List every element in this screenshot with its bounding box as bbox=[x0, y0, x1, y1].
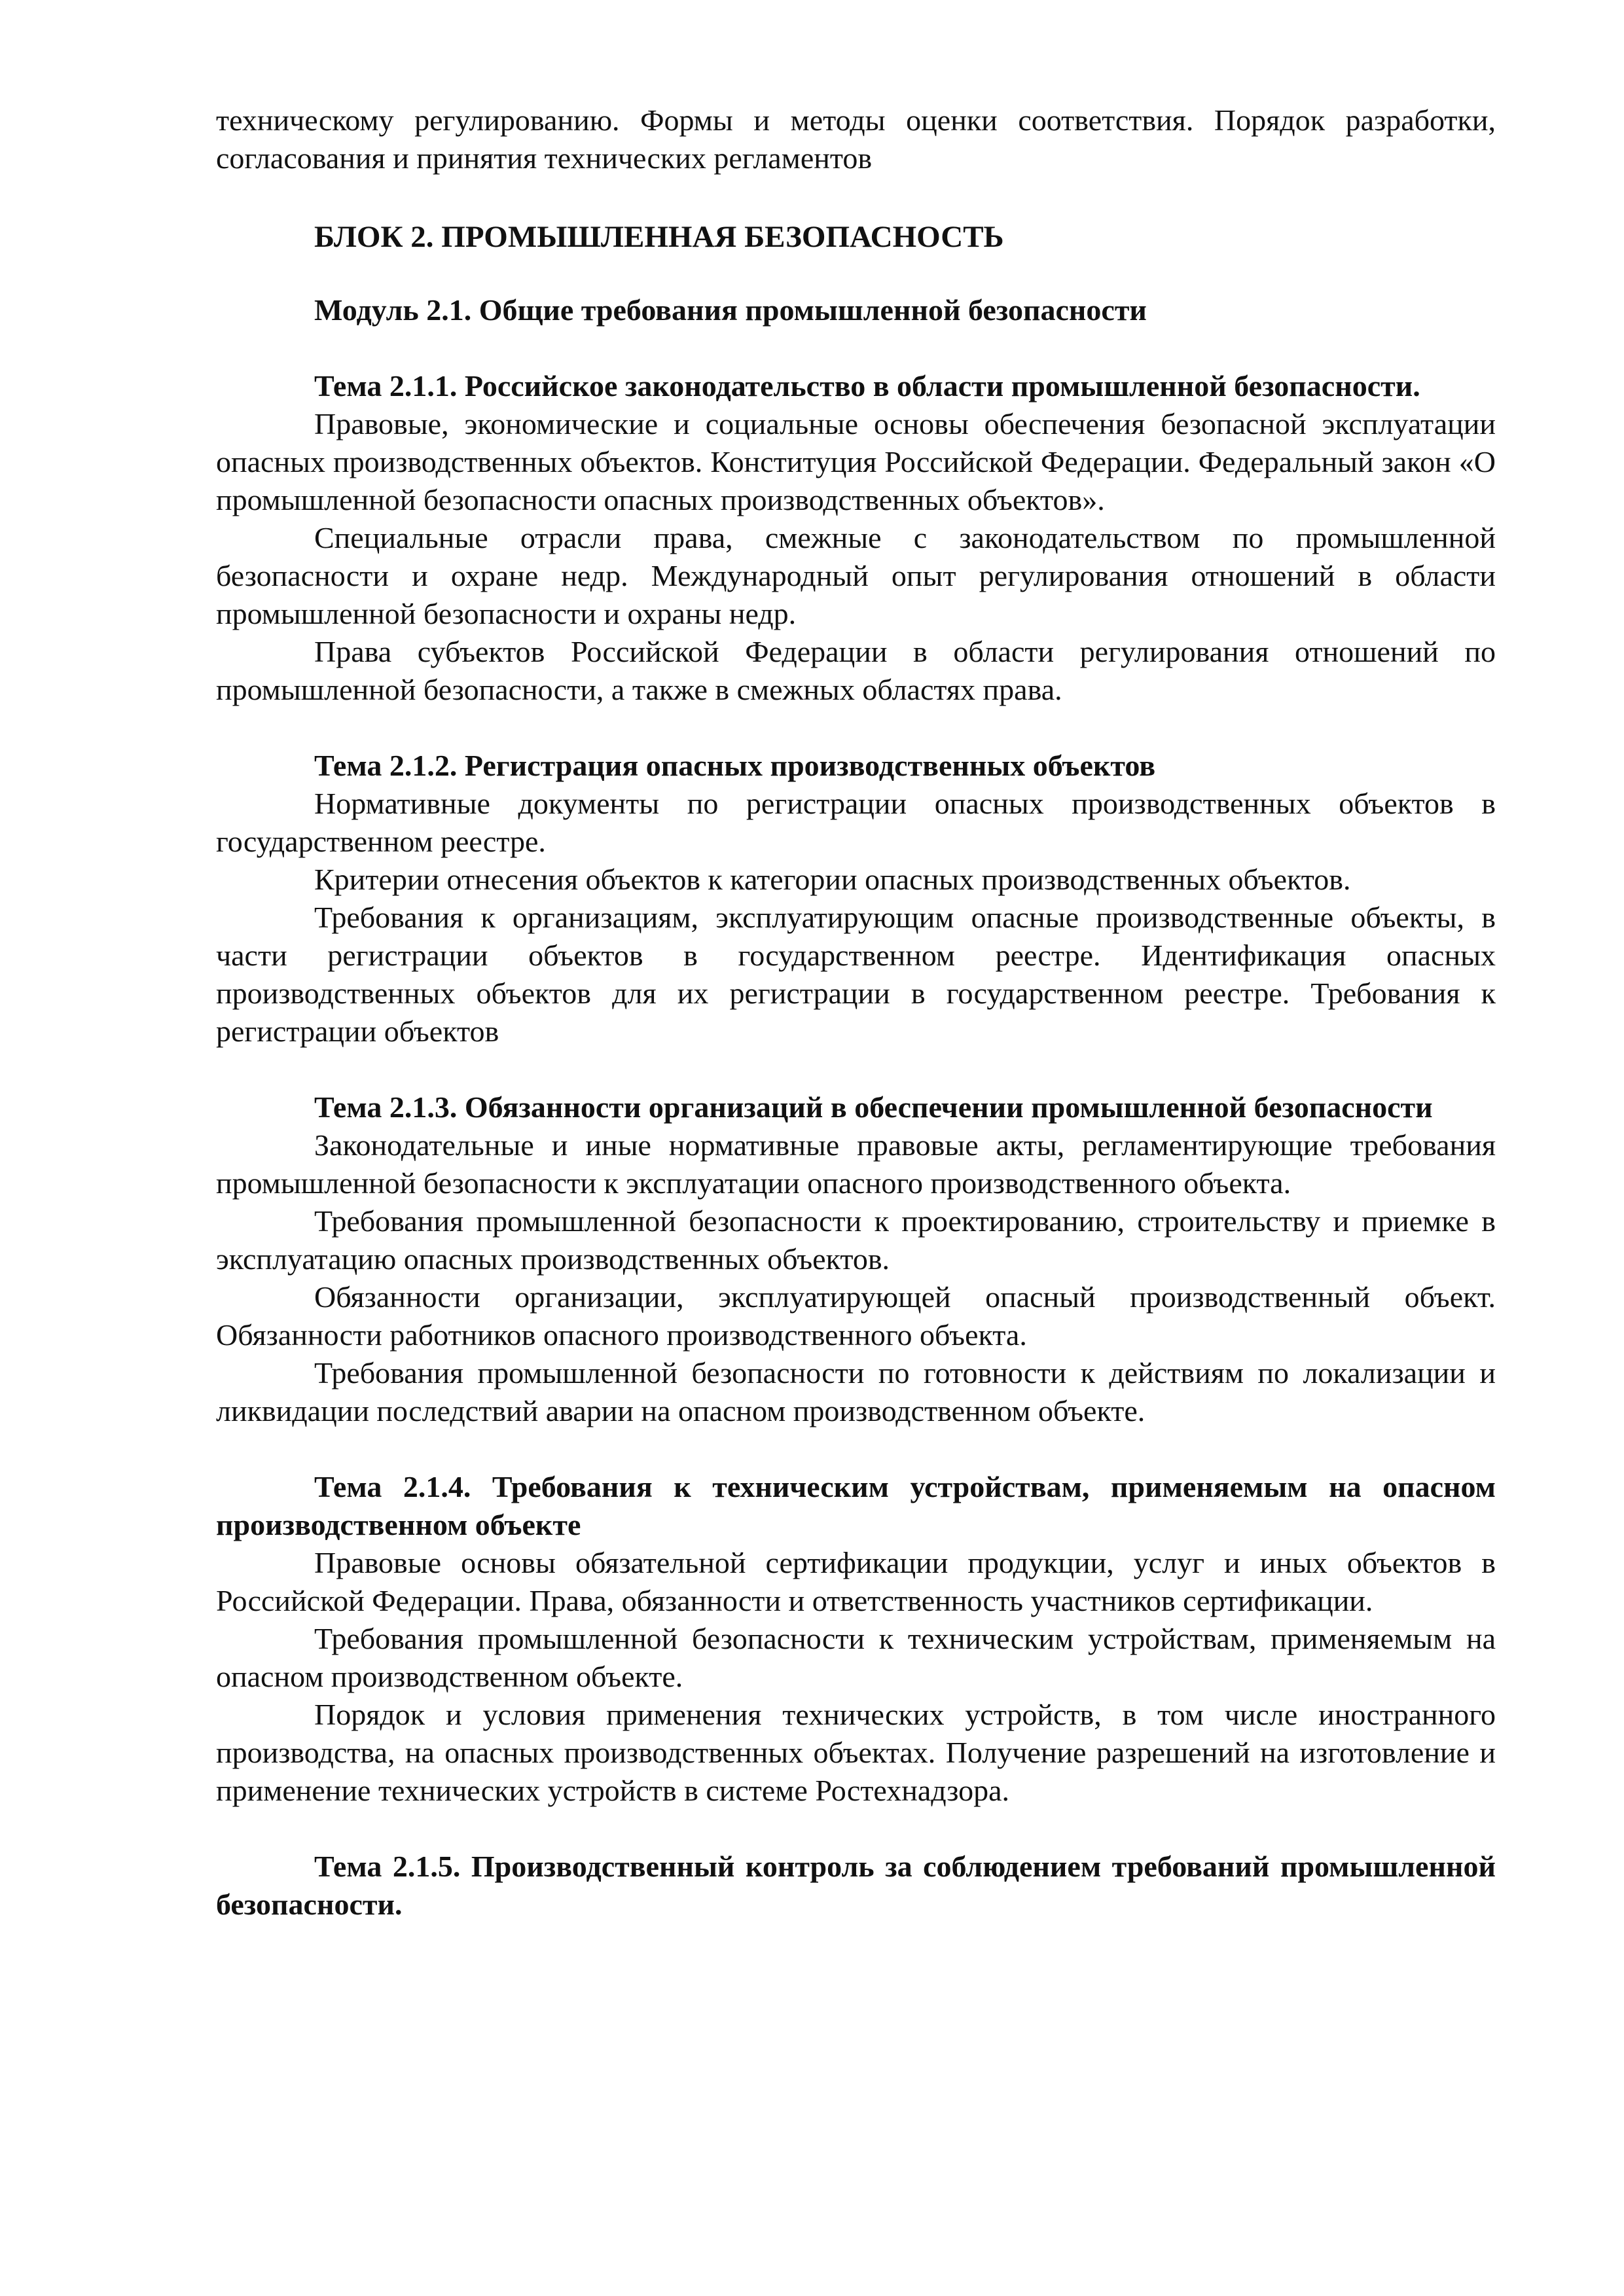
paragraph: Правовые, экономические и социальные основы обеспечения безопасной эксплуатации опасных производственных объектов. Конституция Российской Федерации. Федеральный закон «О промышленной безопасности опасных производственных объектов». bbox=[216, 407, 1496, 516]
paragraph: Правовые основы обязательной сертификации продукции, услуг и иных объектов в Российской Федерации. Права, обязанности и ответственность участников сертификации. bbox=[216, 1546, 1496, 1617]
document-page bbox=[216, 101, 1496, 1924]
topic-title: Тема 2.1.1. Российское законодательство в области промышленной безопасности. bbox=[314, 369, 1420, 403]
paragraph: Требования промышленной безопасности к техническим устройствам, применяемым на опасном производственном объекте. bbox=[216, 1622, 1496, 1693]
intro-continuation: техническому регулированию. Формы и методы оценки соответствия. Порядок разработки, согласования и принятия технических регламентов bbox=[216, 103, 1496, 175]
topic-title: Тема 2.1.5. Производственный контроль за соблюдением требований промышленной безопасности. bbox=[216, 1850, 1496, 1921]
paragraph: Критерии отнесения объектов к категории опасных производственных объектов. bbox=[314, 863, 1351, 896]
topic-2-1-1 bbox=[216, 367, 1496, 709]
topic-title: Тема 2.1.2. Регистрация опасных производственных объектов bbox=[314, 749, 1156, 782]
topic-2-1-3 bbox=[216, 1088, 1496, 1430]
topic-title: Тема 2.1.4. Требования к техническим устройствам, применяемым на опасном производственном объекте bbox=[216, 1470, 1496, 1541]
paragraph: Требования к организациям, эксплуатирующим опасные производственные объекты, в части регистрации объектов в государственном реестре. Идентификация опасных производственных объектов для их регистрации в государственном реестре. Требования к регистрации объектов bbox=[216, 901, 1496, 1048]
module-title: Модуль 2.1. Общие требования промышленной безопасности bbox=[314, 293, 1147, 327]
topic-2-1-4 bbox=[216, 1468, 1496, 1810]
paragraph: Права субъектов Российской Федерации в области регулирования отношений по промышленной безопасности, а также в смежных областях права. bbox=[216, 635, 1496, 706]
paragraph: Порядок и условия применения технических устройств, в том числе иностранного производства, на опасных производственных объектах. Получение разрешений на изготовление и применение технических устройств в системе Ростехнадзора. bbox=[216, 1698, 1496, 1807]
topic-title: Тема 2.1.3. Обязанности организаций в обеспечении промышленной безопасности bbox=[314, 1090, 1433, 1124]
topic-2-1-2 bbox=[216, 747, 1496, 1050]
paragraph: Нормативные документы по регистрации опасных производственных объектов в государственном реестре. bbox=[216, 787, 1496, 858]
topic-2-1-5 bbox=[216, 1848, 1496, 1924]
paragraph: Обязанности организации, эксплуатирующей опасный производственный объект. Обязанности работников опасного производственного объекта. bbox=[216, 1280, 1496, 1352]
paragraph: Требования промышленной безопасности по готовности к действиям по локализации и ликвидации последствий аварии на опасном производственном объекте. bbox=[216, 1356, 1496, 1427]
paragraph: Требования промышленной безопасности к проектированию, строительству и приемке в эксплуатацию опасных производственных объектов. bbox=[216, 1204, 1496, 1276]
paragraph: Законодательные и иные нормативные правовые акты, регламентирующие требования промышленной безопасности к эксплуатации опасного производственного объекта. bbox=[216, 1128, 1496, 1200]
block-title: БЛОК 2. ПРОМЫШЛЕННАЯ БЕЗОПАСНОСТЬ bbox=[314, 220, 1004, 254]
paragraph: Специальные отрасли права, смежные с законодательством по промышленной безопасности и охране недр. Международный опыт регулирования отношений в области промышленной безопасности и охраны недр. bbox=[216, 521, 1496, 630]
